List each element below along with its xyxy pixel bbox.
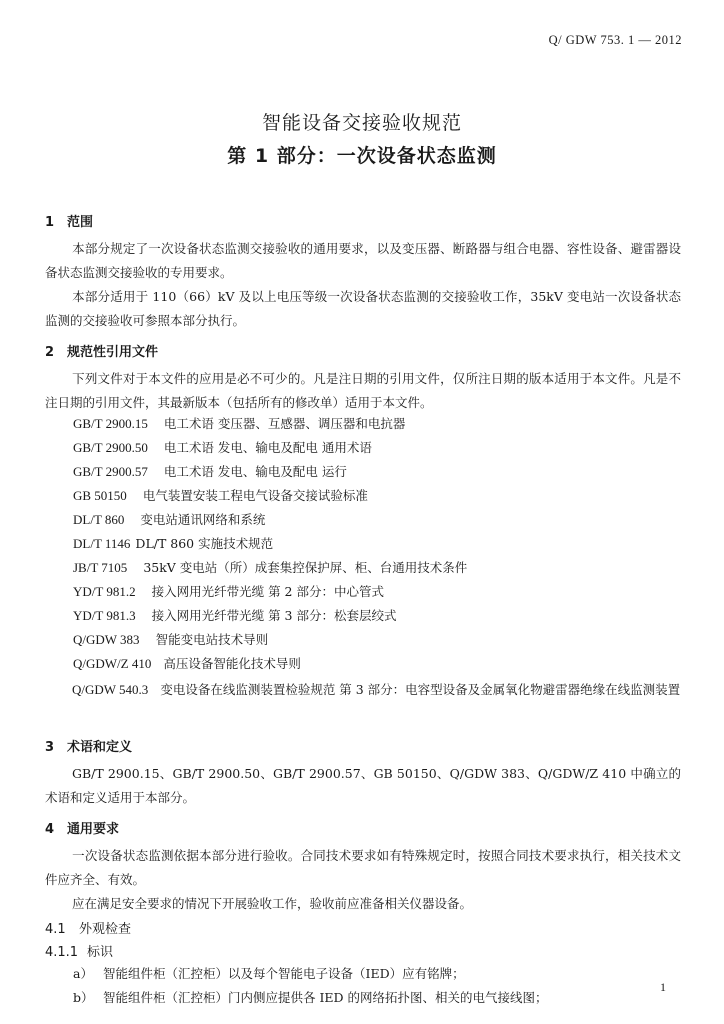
paragraph-text: 本部分适用于 110（66）kV 及以上电压等级一次设备状态监测的交接验收工作，35kV 变电站一次设备状态监测的交接验收可参照本部分执行。 — [45, 289, 681, 328]
paragraph — [45, 844, 681, 892]
paragraph — [45, 892, 681, 916]
reference-item — [73, 654, 301, 672]
list-item — [73, 988, 548, 1006]
paragraph — [45, 237, 681, 285]
section-title: 通用要求 — [67, 822, 120, 837]
section-heading-4 — [45, 818, 119, 837]
standard-code: Q/ GDW 753. 1 — 2012 — [548, 33, 682, 47]
reference-code: DL/T 860 — [73, 512, 125, 527]
reference-item — [73, 414, 405, 432]
reference-code: DL/T 1146 — [73, 536, 131, 551]
section-number: 1 — [45, 215, 55, 230]
paragraph-text: 一次设备状态监测依据本部分进行验收。合同技术要求如有特殊规定时，按照合同技术要求执行，相关技术文件应齐全、有效。 — [45, 848, 681, 887]
list-item-text: 智能组件柜（汇控柜）以及每个智能电子设备（IED）应有铭牌； — [103, 966, 465, 981]
reference-item — [73, 462, 347, 480]
reference-item — [73, 510, 265, 528]
section-title: 规范性引用文件 — [67, 345, 159, 360]
list-item-text: 智能组件柜（汇控柜）门内侧应提供各 IED 的网络拓扑图、相关的电气接线图； — [103, 990, 548, 1005]
paragraph — [45, 762, 681, 810]
subsection-title: 标识 — [87, 945, 114, 960]
reference-code: Q/GDW 540.3 — [72, 682, 149, 697]
reference-code: GB/T 2900.50 — [73, 440, 148, 455]
section-number: 3 — [45, 740, 55, 755]
reference-item — [73, 630, 268, 648]
reference-title: 变电站通讯网络和系统 — [140, 512, 266, 527]
reference-item — [73, 558, 467, 576]
reference-item — [73, 582, 384, 600]
paragraph-text: 下列文件对于本文件的应用是必不可少的。凡是注日期的引用文件，仅所注日期的版本适用于本文件。凡是不注日期的引用文件，其最新版本（包括所有的修改单）适用于本文件。 — [45, 371, 681, 410]
reference-code: Q/GDW/Z 410 — [73, 656, 152, 671]
reference-code: JB/T 7105 — [73, 560, 128, 575]
paragraph — [45, 285, 681, 333]
list-item — [73, 964, 465, 982]
subsection-title: 外观检查 — [79, 922, 132, 937]
reference-title: 电工术语 变压器、互感器、调压器和电抗器 — [163, 416, 406, 431]
section-title: 术语和定义 — [67, 740, 133, 755]
reference-title: 电工术语 发电、输电及配电 运行 — [163, 464, 347, 479]
reference-item — [73, 486, 368, 504]
paragraph — [45, 367, 681, 415]
document-title: 智能设备交接验收规范 — [261, 112, 462, 134]
reference-code: Q/GDW 383 — [73, 632, 140, 647]
section-number: 4 — [45, 822, 55, 837]
reference-code: GB/T 2900.57 — [73, 464, 148, 479]
subsection-number: 4.1 — [45, 922, 66, 937]
reference-title: 高压设备智能化技术导则 — [163, 656, 301, 671]
paragraph-text: 本部分规定了一次设备状态监测交接验收的通用要求，以及变压器、断路器与组合电器、容性设备、避雷器设备状态监测交接验收的专用要求。 — [45, 241, 681, 280]
reference-item — [73, 606, 396, 624]
subsection-heading-4-1 — [45, 918, 131, 937]
section-title: 范围 — [67, 215, 94, 230]
paragraph-text: GB/T 2900.15、GB/T 2900.50、GB/T 2900.57、GB 50150、Q/GDW 383、Q/GDW/Z 410 中确立的术语和定义适用于本部分。 — [45, 766, 681, 805]
section-heading-3 — [45, 736, 132, 755]
document-subtitle: 第 1 部分：一次设备状态监测 — [227, 145, 497, 167]
paragraph-text: 应在满足安全要求的情况下开展验收工作，验收前应准备相关仪器设备。 — [72, 896, 473, 911]
page-number: 1 — [660, 980, 666, 994]
reference-title: 智能变电站技术导则 — [155, 632, 269, 647]
reference-title: 接入网用光纤带光缆 第 2 部分：中心管式 — [151, 584, 384, 599]
reference-code: GB/T 2900.15 — [73, 416, 148, 431]
reference-code: GB 50150 — [73, 488, 127, 503]
reference-title: 接入网用光纤带光缆 第 3 部分：松套层绞式 — [151, 608, 397, 623]
reference-title: 变电设备在线监测装置检验规范 第 3 部分：电容型设备及金属氧化物避雷器绝缘在线监测装置 — [160, 682, 681, 697]
list-marker: b） — [73, 990, 94, 1005]
reference-item — [73, 534, 273, 552]
section-heading-2 — [45, 341, 158, 360]
subsection-heading-4-1-1 — [45, 941, 113, 960]
reference-title: 电气装置安装工程电气设备交接试验标准 — [142, 488, 368, 503]
reference-code: YD/T 981.3 — [73, 608, 136, 623]
reference-title: DL/T 860 实施技术规范 — [135, 536, 274, 551]
reference-item-long — [45, 678, 681, 702]
section-heading-1 — [45, 211, 93, 230]
reference-title: 35kV 变电站（所）成套集控保护屏、柜、台通用技术条件 — [143, 560, 468, 575]
reference-title: 电工术语 发电、输电及配电 通用术语 — [163, 440, 372, 455]
reference-item — [73, 438, 372, 456]
reference-code: YD/T 981.2 — [73, 584, 136, 599]
list-marker: a） — [73, 966, 93, 981]
section-number: 2 — [45, 345, 55, 360]
subsection-number: 4.1.1 — [45, 945, 79, 960]
